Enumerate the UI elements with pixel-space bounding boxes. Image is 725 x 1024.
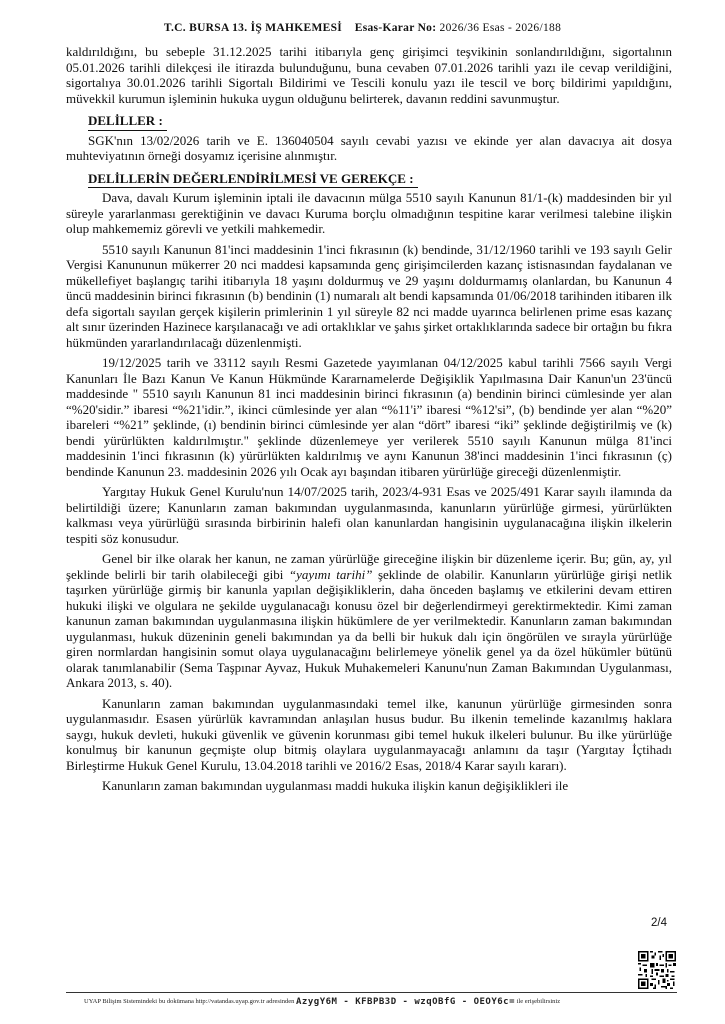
section-heading-evidence: DELİLLER : (88, 113, 167, 131)
quoted-term: “yayımı tarihi” (288, 566, 373, 582)
verification-code: AzygY6M - KFBPB3D - wzqOBfG - OEOY6c= (296, 997, 515, 1007)
paragraph-general-principle-part1: Genel bir ilke olarak her kanun, ne zaman yürürlüğe gireceğine ilişkin bir düzenleme içerir. Bu; gün, ay, yıl şeklinde belirli bir tarih olabileceği gibi (66, 551, 672, 582)
footer-divider (66, 992, 677, 993)
section-heading-assessment: DELİLLERİN DEĞERLENDİRİLMESİ VE GEREKÇE : (88, 171, 418, 189)
paragraph-general-principle-part2: şeklinde de olabilir. Kanunların yürürlüğe girişi netlik taşırken yürürlüğe girmiş bir kanunla yapılan değişikliklerin, daha önceden başlamış ve etkilerini devam ettiren hukuki ilişki ve olgulara ne şekilde uygulanacağı konusu özel bir değerlendirmeyi gerektirmektedir. Kimi zaman kanunun zaman bakımından uygulanmasına ilişkin hükümlere de yer verilmektedir. Kanunların zaman bakımından uygulanması, hukuk düzeninin geneli bakımından ya da belli bir hukuk dalı için öngörülen ve sırayla yürürlüğe giren normlardan hangisinin somut olaya uygulanacağını belirlemeye yönelik genel ya da özel hükümler bütünü olarak tanımlanabilir (Sema Taşpınar Ayvaz, Hukuk Muhakemeleri Kanunu'nun Zaman Bakımından Uygulanması, Ankara 2013, s. 40). (66, 566, 672, 690)
paragraph-yargitay-hgk: Yargıtay Hukuk Genel Kurulu'nun 14/07/2025 tarih, 2023/4-931 Esas ve 2025/491 Karar sayılı ilamında da belirtildiği üzere; Kanunların zaman bakımından uygulanmasında, kanunların yürürlüğe girmesi, yürürlükten kalkması veya yürürlüğü sırasında birbirinin halefi olan kanunlardan hangisinin uygulanacağına ilişkin ilkelerin tespiti söz konusudur. (66, 484, 672, 546)
document-footer (84, 997, 685, 1007)
esas-karar-number: 2026/36 Esas - 2026/188 (439, 22, 562, 34)
paragraph-basic-rule: Kanunların zaman bakımından uygulanmasındaki temel ilke, kanunun yürürlüğe girmesinden sonra uygulanmasıdır. Esasen yürürlük kavramından anlaşılan husus budur. Bu ilkenin temelinde kazanılmış haklara saygı, hukuk devleti, hukuki güvenlik ve güvenin korunması gibi temel hukuk ilkeleri bulunur. Bu ilke yürürlüğe konulmuş bir kanunun geçmişte olup bitmiş olaylara uygulanmayacağı anlamını da taşır (Yargıtay İçtihadı Birleştirme Hukuk Genel Kurulu, 13.04.2018 tarihli ve 2016/2 Esas, 2018/4 Karar sayılı kararı). (66, 695, 672, 773)
paragraph-defense-end: kaldırıldığını, bu sebeple 31.12.2025 tarihi itibarıyla genç girişimci teşvikinin sonlandırıldığını, sigortalının 05.01.2026 tarihli dilekçesi ile itirazda bulunduğunu, buna cevaben 07.01.2026 tarihli yazı ile cevap verildiğini, sigortalıya 30.01.2026 tarihli Sigortalı Bildirimi ve Tescili konulu yazı ile tescil ve borç bildirimi yapıldığını, müvekkil kurumun işleminin hukuka uygun olduğunu belirterek, davanın reddini savunmuştur. (66, 44, 672, 106)
footer-text-after: ile erişebilirsiniz (516, 998, 561, 1005)
paragraph-law-5510: 5510 sayılı Kanunun 81'inci maddesinin 1'inci fıkrasının (k) bendinde, 31/12/1960 tarihli ve 193 sayılı Gelir Vergisi Kanununun mükerrer 20 nci maddesi kapsamında genç girişimcilerden kazanç istisnasından faydalanan ve mükellefiyet başlangıç tarihi itibarıyla 18 yaşını doldurmuş ve 29 yaşını doldurmamış olanlardan, bu Kanunun 4 üncü maddesinin birinci fıkrasının (b) bendinin (1) numaralı alt bendi kapsamında 01/06/2018 tarihinden itibaren ilk defa sigortalı sayılan gerçek kişilerin primlerinin 1 yıl süreyle 82 nci madde uyarınca belirlenen prime esas kazanç alt sınır üzerinden Hazinece karşılanacağı ve adi ortaklıklar ve şahıs şirket ortaklıklarında sadece bir ortağın bu fıkra hükmünden yararlandırılacağı düzenlenmişti. (66, 241, 672, 350)
document-body (66, 44, 672, 799)
document-header (0, 22, 725, 34)
qr-code-icon (638, 951, 676, 989)
paragraph-case-summary: Dava, davalı Kurum işleminin iptali ile davacının mülga 5510 sayılı Kanunun 81/1-(k) maddesinden bir yıl süreyle yararlanması gerektiğinin ve davacı Kuruma borçlu olmadığının tespitine karar verilmesi talebine ilişkin olup mahkememiz görevli ve yetkili mahkemedir. (66, 190, 672, 236)
footer-text-before: UYAP Bilişim Sistemindeki bu dokümana http://vatandas.uyap.gov.tr adresinden (84, 998, 295, 1005)
esas-karar-label: Esas-Karar No: (354, 22, 437, 34)
paragraph-evidence: SGK'nın 13/02/2026 tarih ve E. 136040504 sayılı cevabi yazısı ve ekinde yer alan davacıya ait dosya muhteviyatının örneği dosyamız içerisine alınmıştır. (66, 132, 672, 163)
court-name: T.C. BURSA 13. İŞ MAHKEMESİ (163, 22, 343, 34)
paragraph-law-7566: 19/12/2025 tarih ve 33112 sayılı Resmi Gazetede yayımlanan 04/12/2025 kabul tarihli 7566 sayılı Vergi Kanunları İle Bazı Kanun Ve Kanun Hükmünde Kararnamelerde Değişiklik Yapılmasına Dair Kanun'un 23'üncü maddesinde " 5510 sayılı Kanunun 81 inci maddesinin birinci fıkrasının (a) bendinin birinci cümlesinde yer alan “%20'sidir.” ibaresi “%21'idir.”, ikinci cümlesinde yer alan “%11'i” ibaresi “%12'si”, (b) bendinde yer alan “%20” ibareleri “%21” şeklinde, (ı) bendinin birinci cümlesinde yer alan “dört” ibaresi “iki” şeklinde değiştirilmiş ve (k) bendi yürürlükten kaldırılmıştır." şeklinde düzenlemeye yer verilerek 5510 sayılı Kanunun mülga 81'inci maddesinin 1'inci fıkrasının (k) yürürlükten kaldırılmış ve aynı Kanunun 38'inci maddesinin 1'inci fıkrasının (ç) bendinde Kanunun 23. maddesinin 2026 yılı Ocak ayı başından itibaren yürürlüğe gireceği düzenlenmiştir. (66, 355, 672, 479)
page-number: 2/4 (651, 917, 667, 929)
paragraph-general-principle (66, 551, 672, 691)
paragraph-continuation: Kanunların zaman bakımından uygulanması maddi hukuka ilişkin kanun değişiklikleri ile (102, 778, 569, 793)
